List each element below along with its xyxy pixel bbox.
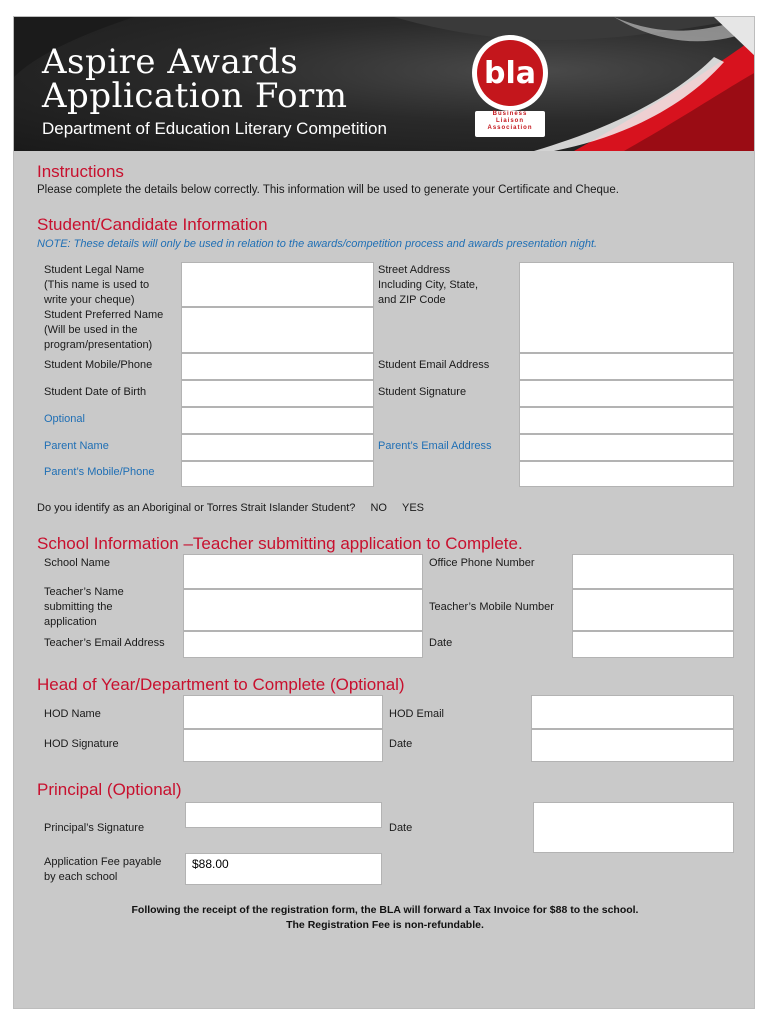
principal-date-field[interactable] — [533, 802, 734, 853]
principal-date-label: Date — [389, 822, 413, 834]
school-name-field[interactable] — [183, 554, 423, 589]
teacher-name-label: Teacher’s Name submitting the application — [44, 586, 124, 628]
principal-signature-label: Principal’s Signature — [44, 822, 145, 834]
hod-email-field[interactable] — [531, 695, 734, 729]
student-heading: Student/Candidate Information — [37, 215, 268, 234]
email-field[interactable] — [519, 353, 734, 380]
hod-name-label: HOD Name — [44, 708, 101, 720]
hod-heading: Head of Year/Department to Complete (Optional) — [37, 675, 405, 694]
parent-name-label: Parent Name — [44, 440, 109, 452]
form-subtitle: Department of Education Literary Competition — [42, 119, 387, 138]
office-phone-label: Office Phone Number — [429, 557, 535, 569]
school-date-label: Date — [429, 637, 453, 649]
email-label: Student Email Address — [378, 359, 490, 371]
street-address-label: Street Address Including City, State, and ZIP Code — [378, 264, 479, 306]
optional-field-right[interactable] — [519, 407, 734, 434]
parent-mobile-field[interactable] — [181, 461, 374, 487]
teacher-mobile-label: Teacher’s Mobile Number — [429, 601, 554, 613]
school-date-field[interactable] — [572, 631, 734, 658]
hod-email-label: HOD Email — [389, 708, 445, 720]
legal-name-label: Student Legal Name (This name is used to write your cheque) — [44, 264, 150, 306]
office-phone-field[interactable] — [572, 554, 734, 589]
mobile-label: Student Mobile/Phone — [44, 359, 153, 371]
optional-field[interactable] — [181, 407, 374, 434]
no-option[interactable]: NO — [370, 502, 387, 514]
footer-note-line-2: The Registration Fee is non-refundable. — [286, 919, 484, 931]
instructions-heading: Instructions — [37, 162, 124, 181]
form-page — [13, 16, 755, 1009]
parent-name-field[interactable] — [181, 434, 374, 461]
hod-signature-label: HOD Signature — [44, 738, 119, 750]
aboriginal-question: Do you identify as an Aboriginal or Torres Strait Islander Student? NO YES — [37, 502, 425, 514]
parent-email-field[interactable] — [519, 434, 734, 461]
signature-label: Student Signature — [378, 386, 467, 398]
optional-label: Optional — [44, 413, 85, 425]
signature-field[interactable] — [519, 380, 734, 407]
parent-mobile-label: Parent’s Mobile/Phone — [44, 466, 155, 478]
logo-text: bla — [483, 56, 537, 91]
principal-signature-field[interactable] — [185, 802, 382, 828]
dob-field[interactable] — [181, 380, 374, 407]
mobile-field[interactable] — [181, 353, 374, 380]
fee-label: Application Fee payable by each school — [44, 856, 162, 883]
title-line-1: Aspire Awards — [42, 42, 299, 82]
fee-value: $88.00 — [185, 853, 382, 885]
form-title — [42, 42, 348, 116]
logo-tagline: Business Liaison Association — [475, 111, 545, 137]
bla-logo — [460, 31, 560, 137]
parent-mobile-field-right[interactable] — [519, 461, 734, 487]
hod-name-field[interactable] — [183, 695, 383, 729]
preferred-name-field[interactable] — [181, 307, 374, 353]
student-note: NOTE: These details will only be used in relation to the awards/competition process and awards presentation night. — [37, 238, 598, 250]
header-banner — [14, 17, 755, 151]
teacher-email-label: Teacher’s Email Address — [44, 637, 165, 649]
hod-signature-field[interactable] — [183, 729, 383, 762]
footer-note-line-1: Following the receipt of the registration form, the BLA will forward a Tax Invoice for $88 to the school. — [131, 904, 639, 916]
school-name-label: School Name — [44, 557, 111, 569]
hod-date-field[interactable] — [531, 729, 734, 762]
street-address-field[interactable] — [519, 262, 734, 353]
dob-label: Student Date of Birth — [44, 386, 147, 398]
hod-date-label: Date — [389, 738, 413, 750]
title-line-2: Application Form — [42, 76, 348, 116]
legal-name-field[interactable] — [181, 262, 374, 307]
school-heading: School Information –Teacher submitting application to Complete. — [37, 534, 523, 553]
instructions-text: Please complete the details below correctly. This information will be used to generate your Certificate and Cheque. — [37, 184, 619, 196]
parent-email-label: Parent’s Email Address — [378, 440, 492, 452]
yes-option[interactable]: YES — [402, 502, 425, 514]
teacher-email-field[interactable] — [183, 631, 423, 658]
preferred-name-label: Student Preferred Name (Will be used in the program/presentation) — [44, 309, 164, 351]
principal-heading: Principal (Optional) — [37, 780, 182, 799]
teacher-name-field[interactable] — [183, 589, 423, 631]
teacher-mobile-field[interactable] — [572, 589, 734, 631]
